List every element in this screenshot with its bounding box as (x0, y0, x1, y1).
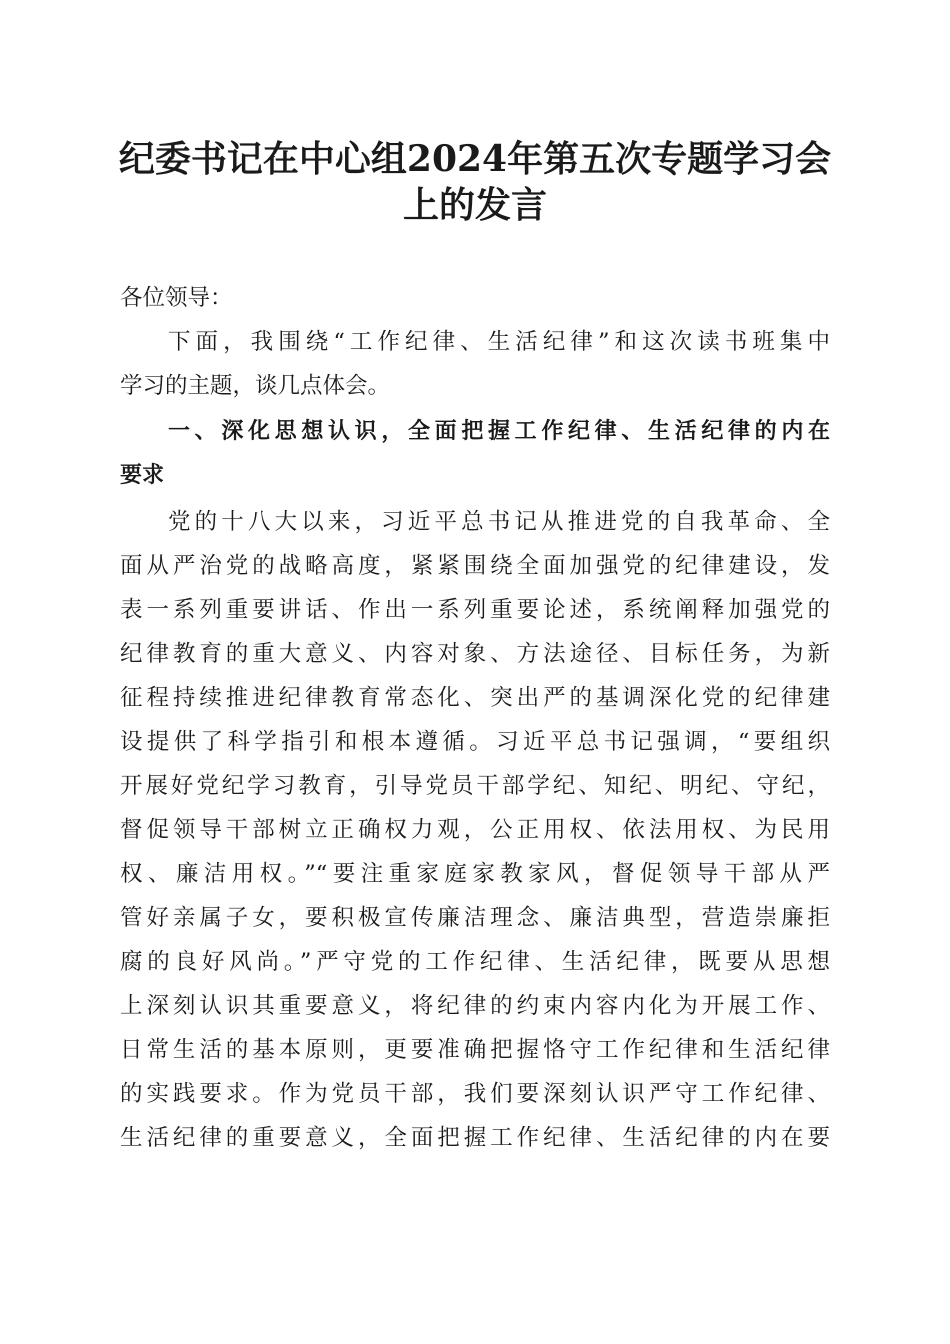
intro-line: 下面，我围绕“工作纪律、生活纪律”和这次读书班集中 (168, 329, 830, 355)
body-line: 党的十八大以来，习近平总书记从推进党的自我革命、全 (168, 509, 830, 535)
section-heading-line: 要求 (120, 463, 165, 488)
body-line: 设提供了科学指引和根本遵循。习近平总书记强调，“要组织 (120, 729, 830, 755)
body-line: 督促领导干部树立正确权力观，公正用权、依法用权、为民用 (120, 817, 830, 843)
body-line: 面从严治党的战略高度，紧紧围绕全面加强党的纪律建设，发 (120, 553, 830, 579)
body-line: 征程持续推进纪律教育常态化、突出严的基调深化党的纪律建 (120, 685, 830, 711)
body-line: 腐的良好风尚。”严守党的工作纪律、生活纪律，既要从思想 (120, 949, 830, 975)
body-line: 管好亲属子女，要积极宣传廉洁理念、廉洁典型，营造崇廉拒 (120, 905, 830, 931)
document-title-line-2: 上的发言 (402, 184, 547, 226)
body-line: 开展好党纪学习教育，引导党员干部学纪、知纪、明纪、守纪， (120, 773, 830, 799)
body-line: 上深刻认识其重要意义，将纪律的约束内容内化为开展工作、 (120, 993, 830, 1019)
body-line: 纪律教育的重大意义、内容对象、方法途径、目标任务，为新 (120, 641, 830, 667)
salutation: 各位领导： (120, 285, 233, 311)
body-line: 表一系列重要讲话、作出一系列重要论述，系统阐释加强党的 (120, 597, 830, 623)
body-line: 日常生活的基本原则，更要准确把握恪守工作纪律和生活纪律 (120, 1037, 830, 1063)
section-heading-line: 一、深化思想认识，全面把握工作纪律、生活纪律的内在 (168, 419, 830, 444)
body-line: 的实践要求。作为党员干部，我们要深刻认识严守工作纪律、 (120, 1081, 830, 1107)
body-line: 生活纪律的重要意义，全面把握工作纪律、生活纪律的内在要 (120, 1125, 830, 1151)
document-title-line-1: 纪委书记在中心组2024年第五次专题学习会 (118, 138, 832, 180)
intro-line: 学习的主题，谈几点体会。 (120, 373, 391, 399)
body-line: 权、廉洁用权。”“要注重家庭家教家风，督促领导干部从严 (120, 861, 830, 887)
